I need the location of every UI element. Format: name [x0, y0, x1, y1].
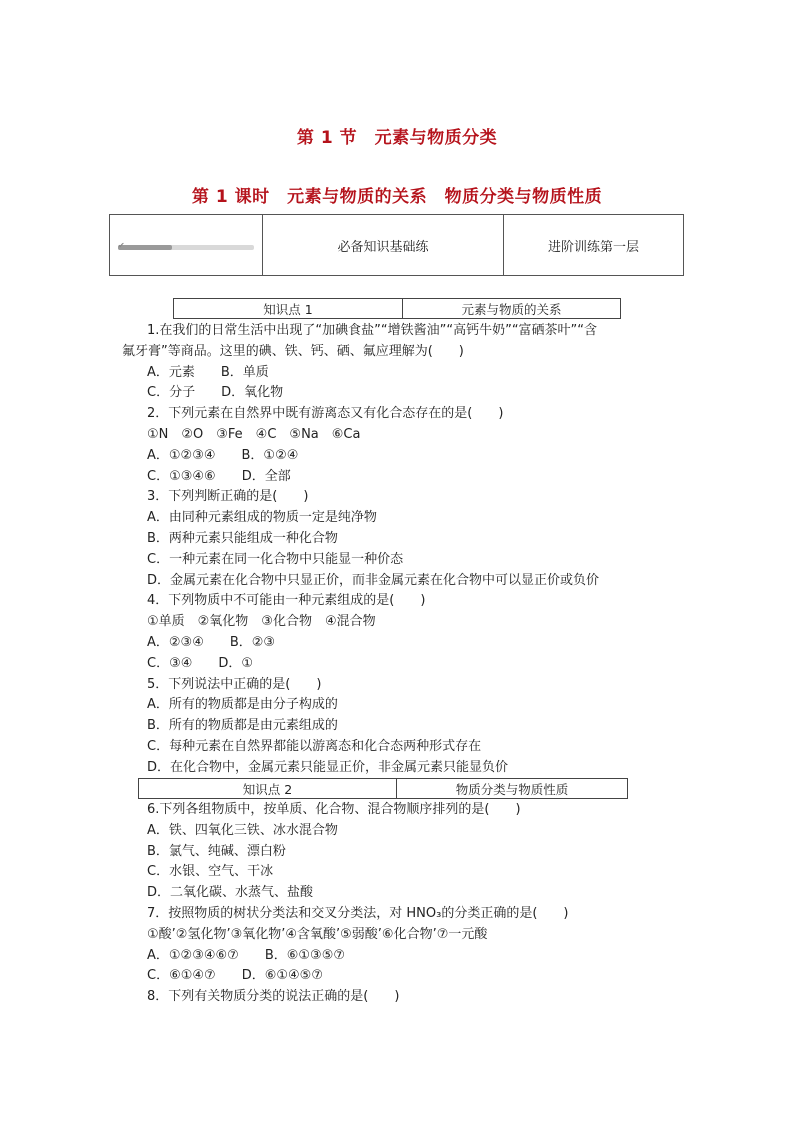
question-line: ①酸’②氢化物’③氧化物’④含氧酸’⑤弱酸’⑥化合物’⑦一元酸 — [147, 926, 488, 942]
question-line: C．⑥①④⑦ D．⑥①④⑤⑦ — [147, 968, 323, 984]
section-title: 第 1 节 元素与物质分类 — [296, 128, 498, 148]
question-line: ①N ②O ③Fe ④C ⑤Na ⑥Ca — [147, 427, 361, 442]
check-icon: ✔ — [118, 241, 125, 250]
progress-fill — [118, 245, 172, 250]
question-line: B．氯气、纯碱、漂白粉 — [147, 843, 286, 859]
progress-bar — [118, 241, 254, 250]
question-line: A．所有的物质都是由分子构成的 — [147, 697, 338, 713]
question-line: C．一种元素在同一化合物中只能显一种价态 — [147, 551, 404, 567]
question-line: 2．下列元素在自然界中既有游离态又有化合态存在的是( ) — [147, 406, 504, 422]
question-line: ①单质 ②氧化物 ③化合物 ④混合物 — [147, 614, 376, 630]
question-line: A．②③④ B．②③ — [147, 635, 276, 650]
question-line: C．分子 D．氧化物 — [147, 385, 284, 401]
question-line: 5．下列说法中正确的是( ) — [147, 676, 322, 692]
lesson-title: 第 1 课时 元素与物质的关系 物质分类与物质性质 — [191, 187, 603, 207]
question-line: C．每种元素在自然界都能以游离态和化合态两种形式存在 — [147, 739, 482, 754]
question-line: A．①②③④⑥⑦ B．⑥①③⑤⑦ — [147, 947, 346, 963]
question-line: D．二氧化碳、水蒸气、盐酸 — [147, 885, 314, 901]
knowledge-point-1 — [173, 298, 621, 319]
question-line: A．①②③④ B．①②④ — [147, 447, 299, 463]
question-line: D．在化合物中，金属元素只能显正价，非金属元素只能显负价 — [147, 759, 509, 775]
question-line: B．所有的物质都是由元素组成的 — [147, 718, 338, 734]
question-line: 6.下列各组物质中，按单质、化合物、混合物顺序排列的是( ) — [147, 802, 521, 817]
knowledge-point-label: 知识点 1 — [174, 299, 403, 318]
header-progress-cell — [110, 215, 262, 275]
header-cell-basic: 必备知识基础练 — [262, 215, 503, 275]
knowledge-point-topic: 物质分类与物质性质 — [455, 781, 569, 797]
question-line: 8．下列有关物质分类的说法正确的是( ) — [147, 989, 400, 1005]
question-line: B．两种元素只能组成一种化合物 — [147, 531, 338, 546]
question-line: D．金属元素在化合物中只显正价，而非金属元素在化合物中可以显正价或负价 — [147, 572, 600, 588]
question-line: 1.在我们的日常生活中出现了“加碘食盐”“增铁酱油”“高钙牛奶”“富硒茶叶”“含 — [147, 323, 598, 338]
knowledge-point-topic: 元素与物质的关系 — [461, 301, 562, 317]
question-line: A．由同种元素组成的物质一定是纯净物 — [147, 510, 377, 526]
question-line: C．③④ D．① — [147, 655, 254, 671]
question-line: 氟牙膏”等商品。这里的碘、铁、钙、硒、氟应理解为( ) — [122, 343, 464, 359]
header-cell-advanced: 进阶训练第一层 — [503, 215, 683, 275]
question-line: A．铁、四氧化三铁、冰水混合物 — [147, 822, 338, 838]
question-line: C．水银、空气、干冰 — [147, 864, 274, 880]
header-table — [109, 214, 684, 276]
question-line: 3．下列判断正确的是( ) — [147, 489, 309, 505]
question-line: 7．按照物质的树状分类法和交叉分类法，对 HNO₃的分类正确的是( ) — [147, 906, 569, 921]
question-line: C．①③④⑥ D．全部 — [147, 468, 291, 484]
question-line: 4．下列物质中不可能由一种元素组成的是( ) — [147, 593, 426, 609]
question-line: A．元素 B．单质 — [147, 364, 269, 380]
knowledge-point-label: 知识点 2 — [139, 779, 397, 798]
knowledge-point-2 — [138, 778, 628, 799]
